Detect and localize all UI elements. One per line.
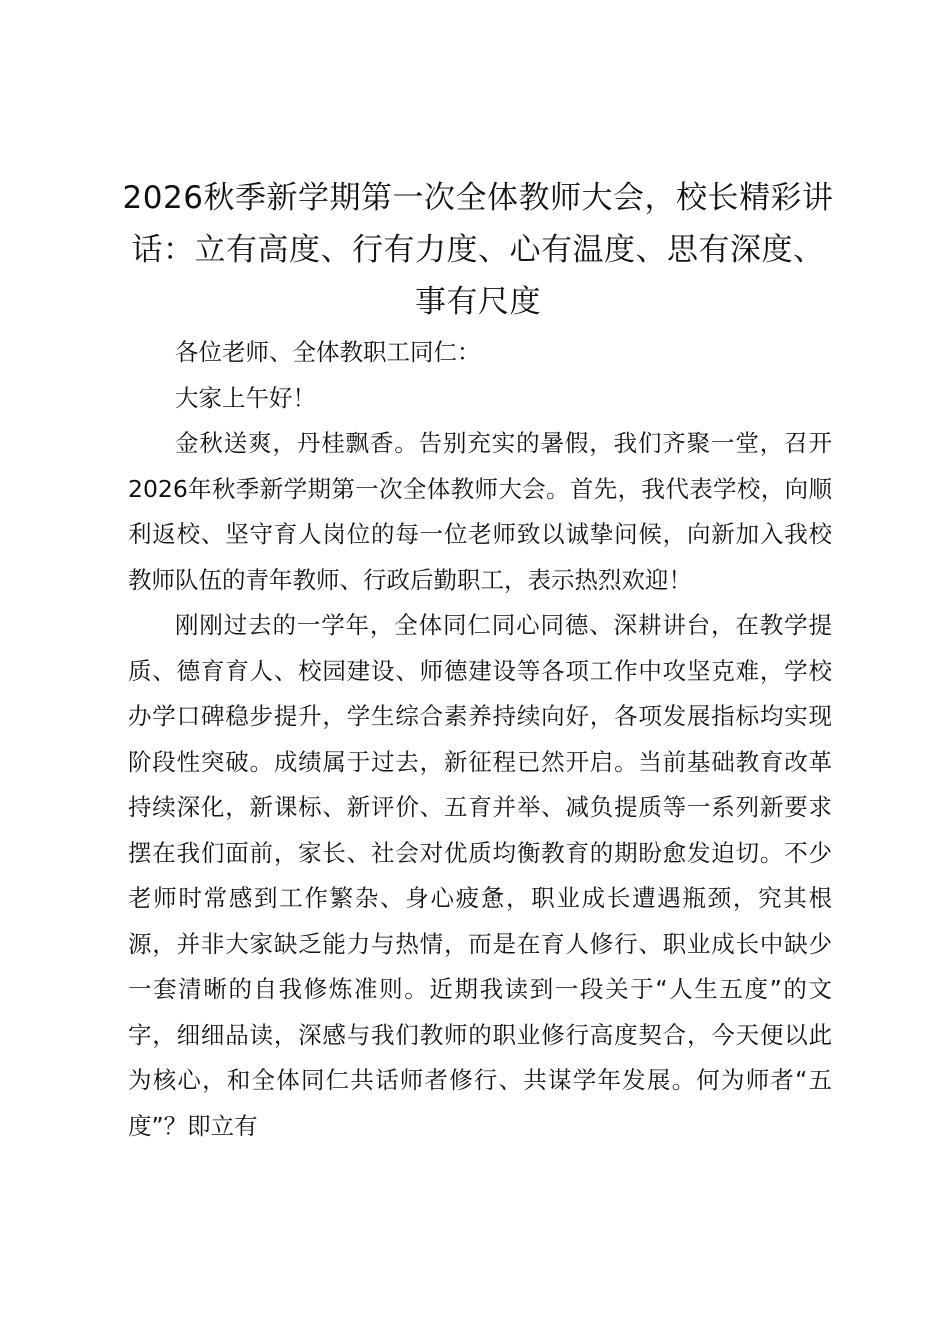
paragraph-opening: 金秋送爽，丹桂飘香。告别充实的暑假，我们齐聚一堂，召开2026年秋季新学期第一次全体教师大会。首先，我代表学校，向顺利返校、坚守育人岗位的每一位老师致以诚挚问候，向新加入我校教师队伍的青年教师、行政后勤职工，表示热烈欢迎！ [128, 429, 832, 594]
salutation: 各位老师、全体教职工同仁： [175, 338, 481, 366]
document-title: 2026秋季新学期第一次全体教师大会，校长精彩讲话：立有高度、行有力度、心有温度、思有深度、事有尺度 [122, 180, 834, 320]
greeting: 大家上午好！ [175, 383, 316, 412]
document-body [128, 330, 832, 1149]
paragraph-review: 刚刚过去的一学年，全体同仁同心同德、深耕讲台，在教学提质、德育育人、校园建设、师德建设等各项工作中攻坚克难，学校办学口碑稳步提升，学生综合素养持续向好，各项发展指标均实现阶段性突破。成绩属于过去，新征程已然开启。当前基础教育改革持续深化，新课标、新评价、五育并举、减负提质等一系列新要求摆在我们面前，家长、社会对优质均衡教育的期盼愈发迫切。不少老师时常感到工作繁杂、身心疲惫，职业成长遭遇瓶颈，究其根源，并非大家缺乏能力与热情，而是在育人修行、职业成长中缺少一套清晰的自我修炼准则。近期我读到一段关于“人生五度”的文字，细细品读，深感与我们教师的职业修行高度契合，今天便以此为核心，和全体同仁共话师者修行、共谋学年发展。何为师者“五度”？即立有 [128, 611, 832, 1140]
